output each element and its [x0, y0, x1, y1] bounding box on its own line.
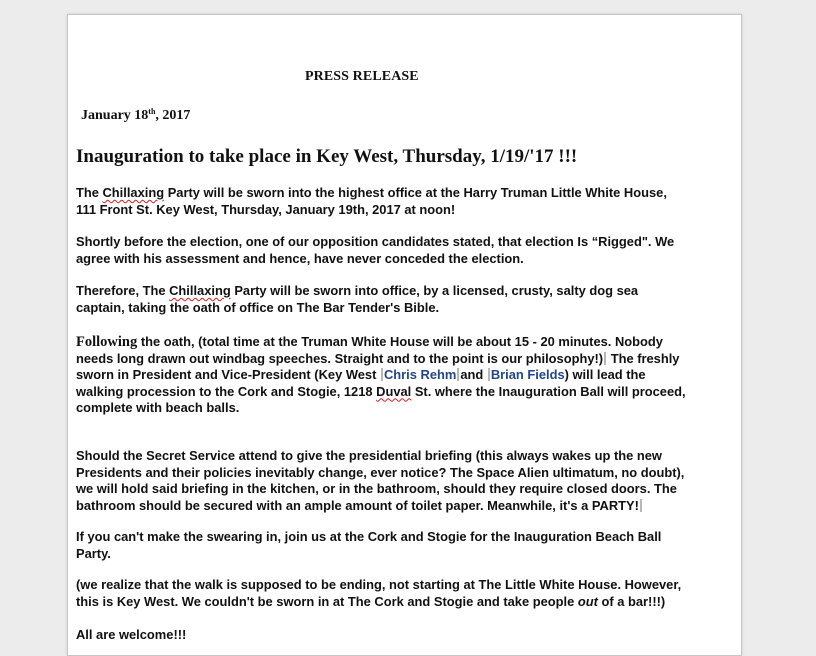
press-release-heading: PRESS RELEASE: [305, 69, 419, 84]
document-title: Inauguration to take place in Key West, Thursday, 1/19/'17 !!!: [76, 146, 578, 167]
p4-line-4-a: walking procession to the Cork and Stogie, 1218: [76, 383, 377, 399]
paragraph-2: [76, 234, 741, 267]
p4-line-3-b: ) will lead the: [564, 367, 646, 382]
p6-line-2: Party.: [76, 545, 111, 561]
p1-line-2: 111 Front St. Key West, Thursday, January 19th, 2017 at noon!: [76, 201, 456, 217]
paragraph-6: [76, 529, 741, 562]
field-marker: [381, 368, 383, 381]
p1-text-b: Party will be sworn into the highest office at the Harry Truman Little White House,: [164, 185, 667, 200]
president-name-link[interactable]: Chris Rehm: [383, 367, 457, 382]
p6-line-1: If you can't make the swearing in, join us at the Cork and Stogie for the Inauguration Beach Ball: [76, 529, 662, 544]
date-year: , 2017: [155, 108, 191, 123]
p2-line-1: Shortly before the election, one of our opposition candidates stated, that election Is “Rigged". We: [76, 234, 675, 249]
p4-line-4-b: St. where the Inauguration Ball will proceed,: [411, 383, 686, 399]
p5-line-3: we will hold said briefing in the kitchen, or in the bathroom, should they require closed doors. The: [76, 481, 677, 496]
document-page: [67, 14, 742, 656]
p7-line-2-b: of a bar!!!): [597, 593, 666, 609]
date-month-day: January 18: [81, 108, 149, 123]
p5-line-2: Presidents and their policies inevitably change, ever notice? The Space Alien ultimatum, no doubt),: [76, 464, 685, 480]
p5-line-1: Should the Secret Service attend to give the presidential briefing (this always wakes up the new: [76, 448, 662, 463]
field-marker: [604, 352, 606, 365]
paragraph-1: [76, 185, 741, 218]
p4-line-3-and: and: [460, 367, 487, 382]
spellcheck-word-chillaxing: Chillaxing: [102, 185, 165, 200]
p1-text-a: The: [76, 185, 103, 200]
p4-line-3-a: sworn in President and Vice-President (Key West: [76, 367, 380, 382]
release-date: [81, 107, 190, 124]
paragraph-8: [76, 627, 741, 644]
vice-president-name-link[interactable]: Brian Fields: [490, 367, 565, 382]
p4-line-1-rest: the oath, (total time at the Truman White House will be about 15 - 20 minutes. Nobody: [137, 334, 663, 349]
p3-line-2: captain, taking the oath of office on The Bar Tender's Bible.: [76, 299, 440, 315]
p4-first-word: Following: [76, 334, 138, 350]
p2-line-2: agree with his assessment and hence, have never conceded the election.: [76, 250, 524, 266]
p3-text-a: Therefore, The: [76, 283, 170, 298]
p8-line-1: All are welcome!!!: [76, 627, 187, 642]
date-suffix: th: [148, 107, 156, 116]
p7-line-1: (we realize that the walk is supposed to be ending, not starting at The Little White House. However,: [76, 577, 682, 592]
p4-line-2: needs long drawn out windbag speeches. Straight and to the point is our philosophy!): [76, 350, 604, 366]
p4-line-2-tail: The freshly: [607, 350, 680, 366]
p3-text-b: Party will be sworn into office, by a licensed, crusty, salty dog sea: [230, 283, 639, 298]
paragraph-4: [76, 334, 741, 417]
field-marker: [640, 499, 642, 512]
p7-emphasis-out: out: [577, 593, 598, 609]
p7-line-2-a: this is Key West. We couldn't be sworn in at The Cork and Stogie and take people: [76, 593, 578, 609]
paragraph-5: [76, 448, 741, 514]
paragraph-7: [76, 577, 741, 610]
p5-line-4: bathroom should be secured with an ample amount of toilet paper. Meanwhile, it's a PARTY!: [76, 497, 639, 513]
spellcheck-word-duval: Duval: [376, 383, 412, 399]
paragraph-3: [76, 283, 741, 316]
field-marker: [488, 368, 490, 381]
spellcheck-word-chillaxing: Chillaxing: [169, 283, 231, 298]
p4-line-5: complete with beach balls.: [76, 400, 240, 415]
